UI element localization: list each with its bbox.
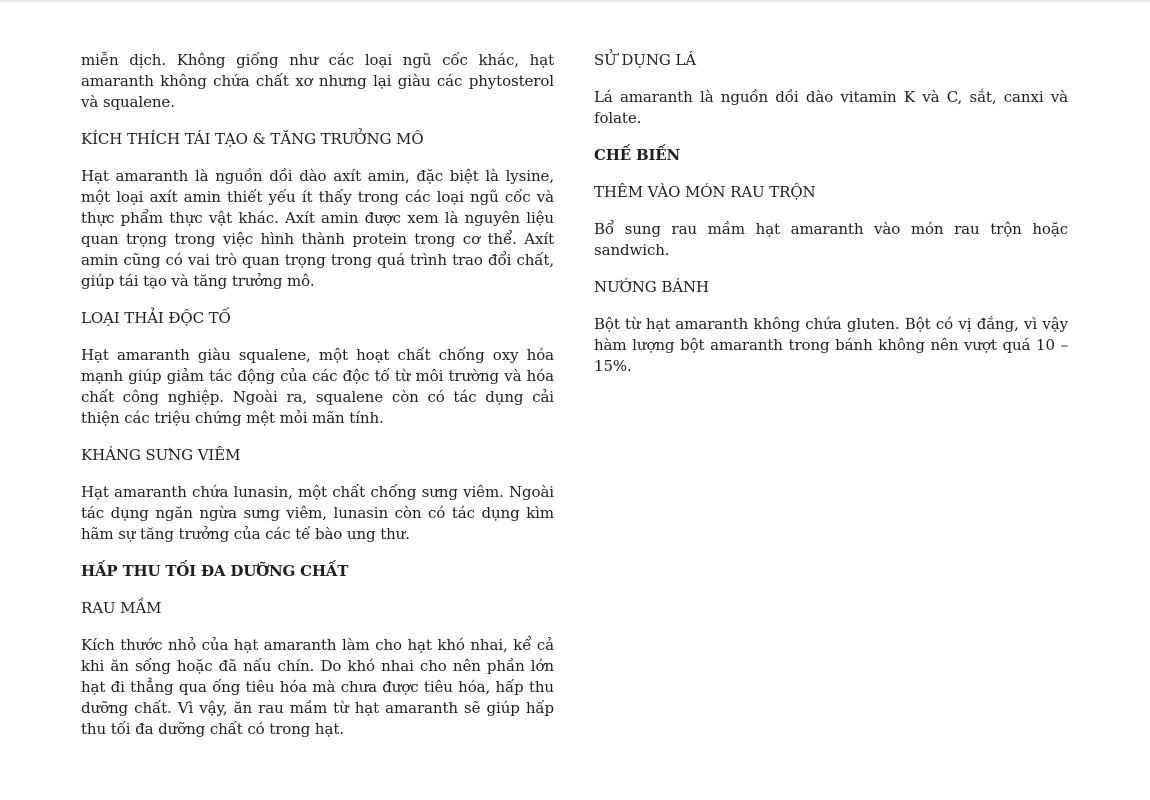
leaves-heading: SỬ DỤNG LÁ: [594, 51, 697, 69]
page-top-border: [0, 0, 1150, 2]
sprouts-heading: RAU MẦM: [81, 599, 162, 617]
intro-paragraph: miễn dịch. Không giống như các loại ngũ cốc khác, hạt amaranth không chứa chất xơ nhưng lại giàu các phytosterol và squalene.: [81, 51, 554, 111]
detox-heading: LOẠI THẢI ĐỘC TỐ: [81, 309, 231, 327]
left-column: [81, 47, 554, 756]
leaves-paragraph: Lá amaranth là nguồn dồi dào vitamin K và C, sắt, canxi và folate.: [594, 88, 1068, 127]
anti-inflammation-heading: KHÁNG SƯNG VIÊM: [81, 446, 241, 464]
sprouts-paragraph: Kích thước nhỏ của hạt amaranth làm cho hạt khó nhai, kể cả khi ăn sống hoặc đã nấu chín. Do khó nhai cho nên phần lớn hạt đi thẳng qua ống tiêu hóa mà chưa được tiêu hóa, hấp thu dưỡng chất. Vì vậy, ăn rau mầm từ hạt amaranth sẽ giúp hấp thu tối đa dưỡng chất có trong hạt.: [81, 636, 554, 738]
detox-paragraph: Hạt amaranth giàu squalene, một hoạt chất chống oxy hóa mạnh giúp giảm tác động của các độc tố từ môi trường và hóa chất công nghiệp. Ngoài ra, squalene còn có tác dụng cải thiện các triệu chứng mệt mỏi mãn tính.: [81, 346, 554, 427]
processing-heading: CHẾ BIẾN: [594, 146, 681, 164]
baking-paragraph: Bột từ hạt amaranth không chứa gluten. Bột có vị đắng, vì vậy hàm lượng bột amaranth trong bánh không nên vượt quá 10 – 15%.: [594, 315, 1068, 375]
absorb-nutrients-heading: HẤP THU TỐI ĐA DƯỠNG CHẤT: [81, 562, 349, 580]
salad-heading: THÊM VÀO MÓN RAU TRỘN: [594, 183, 816, 201]
baking-heading: NƯỚNG BÁNH: [594, 278, 710, 296]
tissue-heading: KÍCH THÍCH TÁI TẠO & TĂNG TRƯỞNG MÔ: [81, 130, 424, 148]
tissue-paragraph: Hạt amaranth là nguồn dồi dào axít amin, đặc biệt là lysine, một loại axít amin thiết yếu ít thấy trong các loại ngũ cốc và thực phẩm thực vật khác. Axít amin được xem là nguyên liệu quan trọng trong việc hình thành protein trong cơ thể. Axít amin cũng có vai trò quan trọng trong quá trình trao đổi chất, giúp tái tạo và tăng trưởng mô.: [81, 167, 554, 290]
right-column: [594, 47, 1068, 393]
salad-paragraph: Bổ sung rau mầm hạt amaranth vào món rau trộn hoặc sandwich.: [594, 220, 1068, 259]
anti-inflammation-paragraph: Hạt amaranth chứa lunasin, một chất chống sưng viêm. Ngoài tác dụng ngăn ngừa sưng viêm, lunasin còn có tác dụng kìm hãm sự tăng trưởng của các tế bào ung thư.: [81, 483, 554, 543]
